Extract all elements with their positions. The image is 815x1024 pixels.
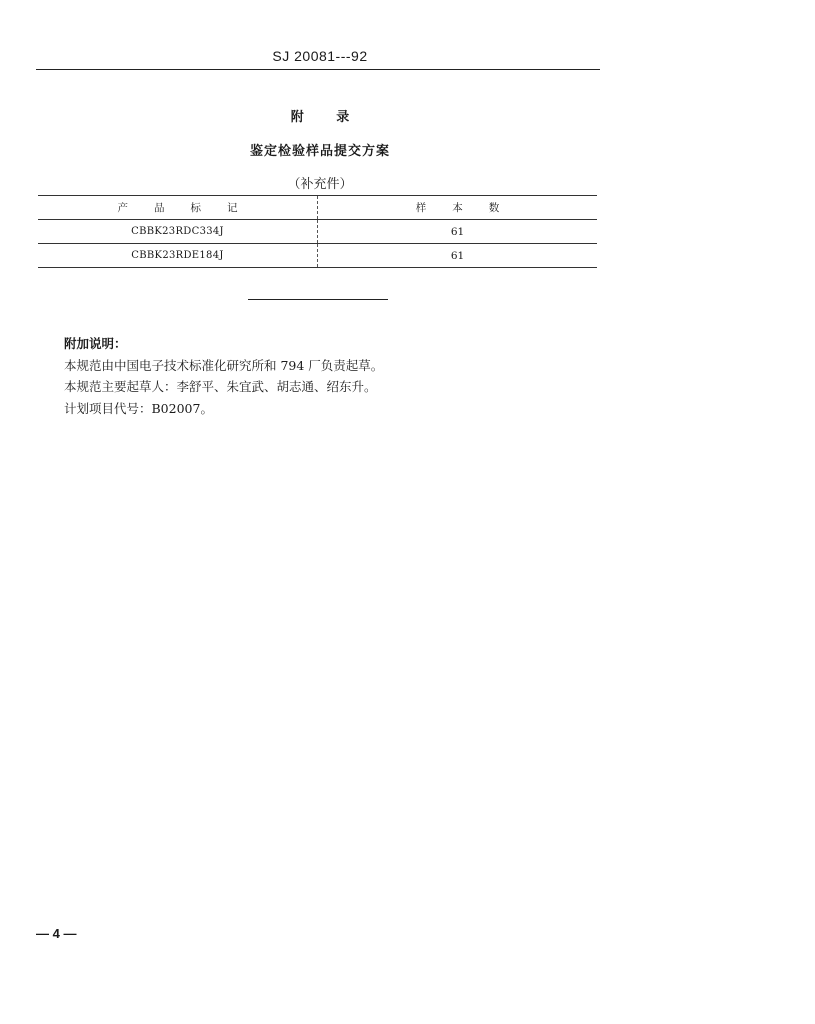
page-number: — 4 — [36, 926, 77, 941]
standard-code: SJ 20081---92 [272, 48, 368, 64]
table-header-row [38, 196, 597, 220]
note-line: 本规范主要起草人：李舒平、朱宜武、胡志通、绍东升。 [64, 379, 377, 394]
end-rule [248, 299, 388, 300]
header-sample-count: 样本数 [415, 202, 526, 214]
notes-title: 附加说明： [64, 336, 127, 351]
header-product-mark: 产品标记 [38, 196, 318, 220]
header-rule [36, 69, 600, 70]
note-line: 本规范由中国电子技术标准化研究所和 794 厂负责起草。 [64, 357, 384, 373]
plan-title: 鉴定检验样品提交方案 [249, 144, 390, 159]
table-row [38, 244, 597, 268]
product-mark-cell: CBBK23RDC334J [38, 220, 318, 244]
product-mark-cell: CBBK23RDE184J [38, 244, 318, 268]
additional-notes [64, 333, 383, 419]
note-line: 计划项目代号：B02007。 [64, 400, 213, 416]
supplement-label: （补充件） [287, 177, 353, 192]
table-row [38, 220, 597, 244]
sample-count-cell: 61 [450, 249, 465, 262]
sample-table [38, 195, 597, 268]
sample-count-cell: 61 [450, 225, 465, 238]
appendix-title: 附 录 [290, 110, 364, 125]
